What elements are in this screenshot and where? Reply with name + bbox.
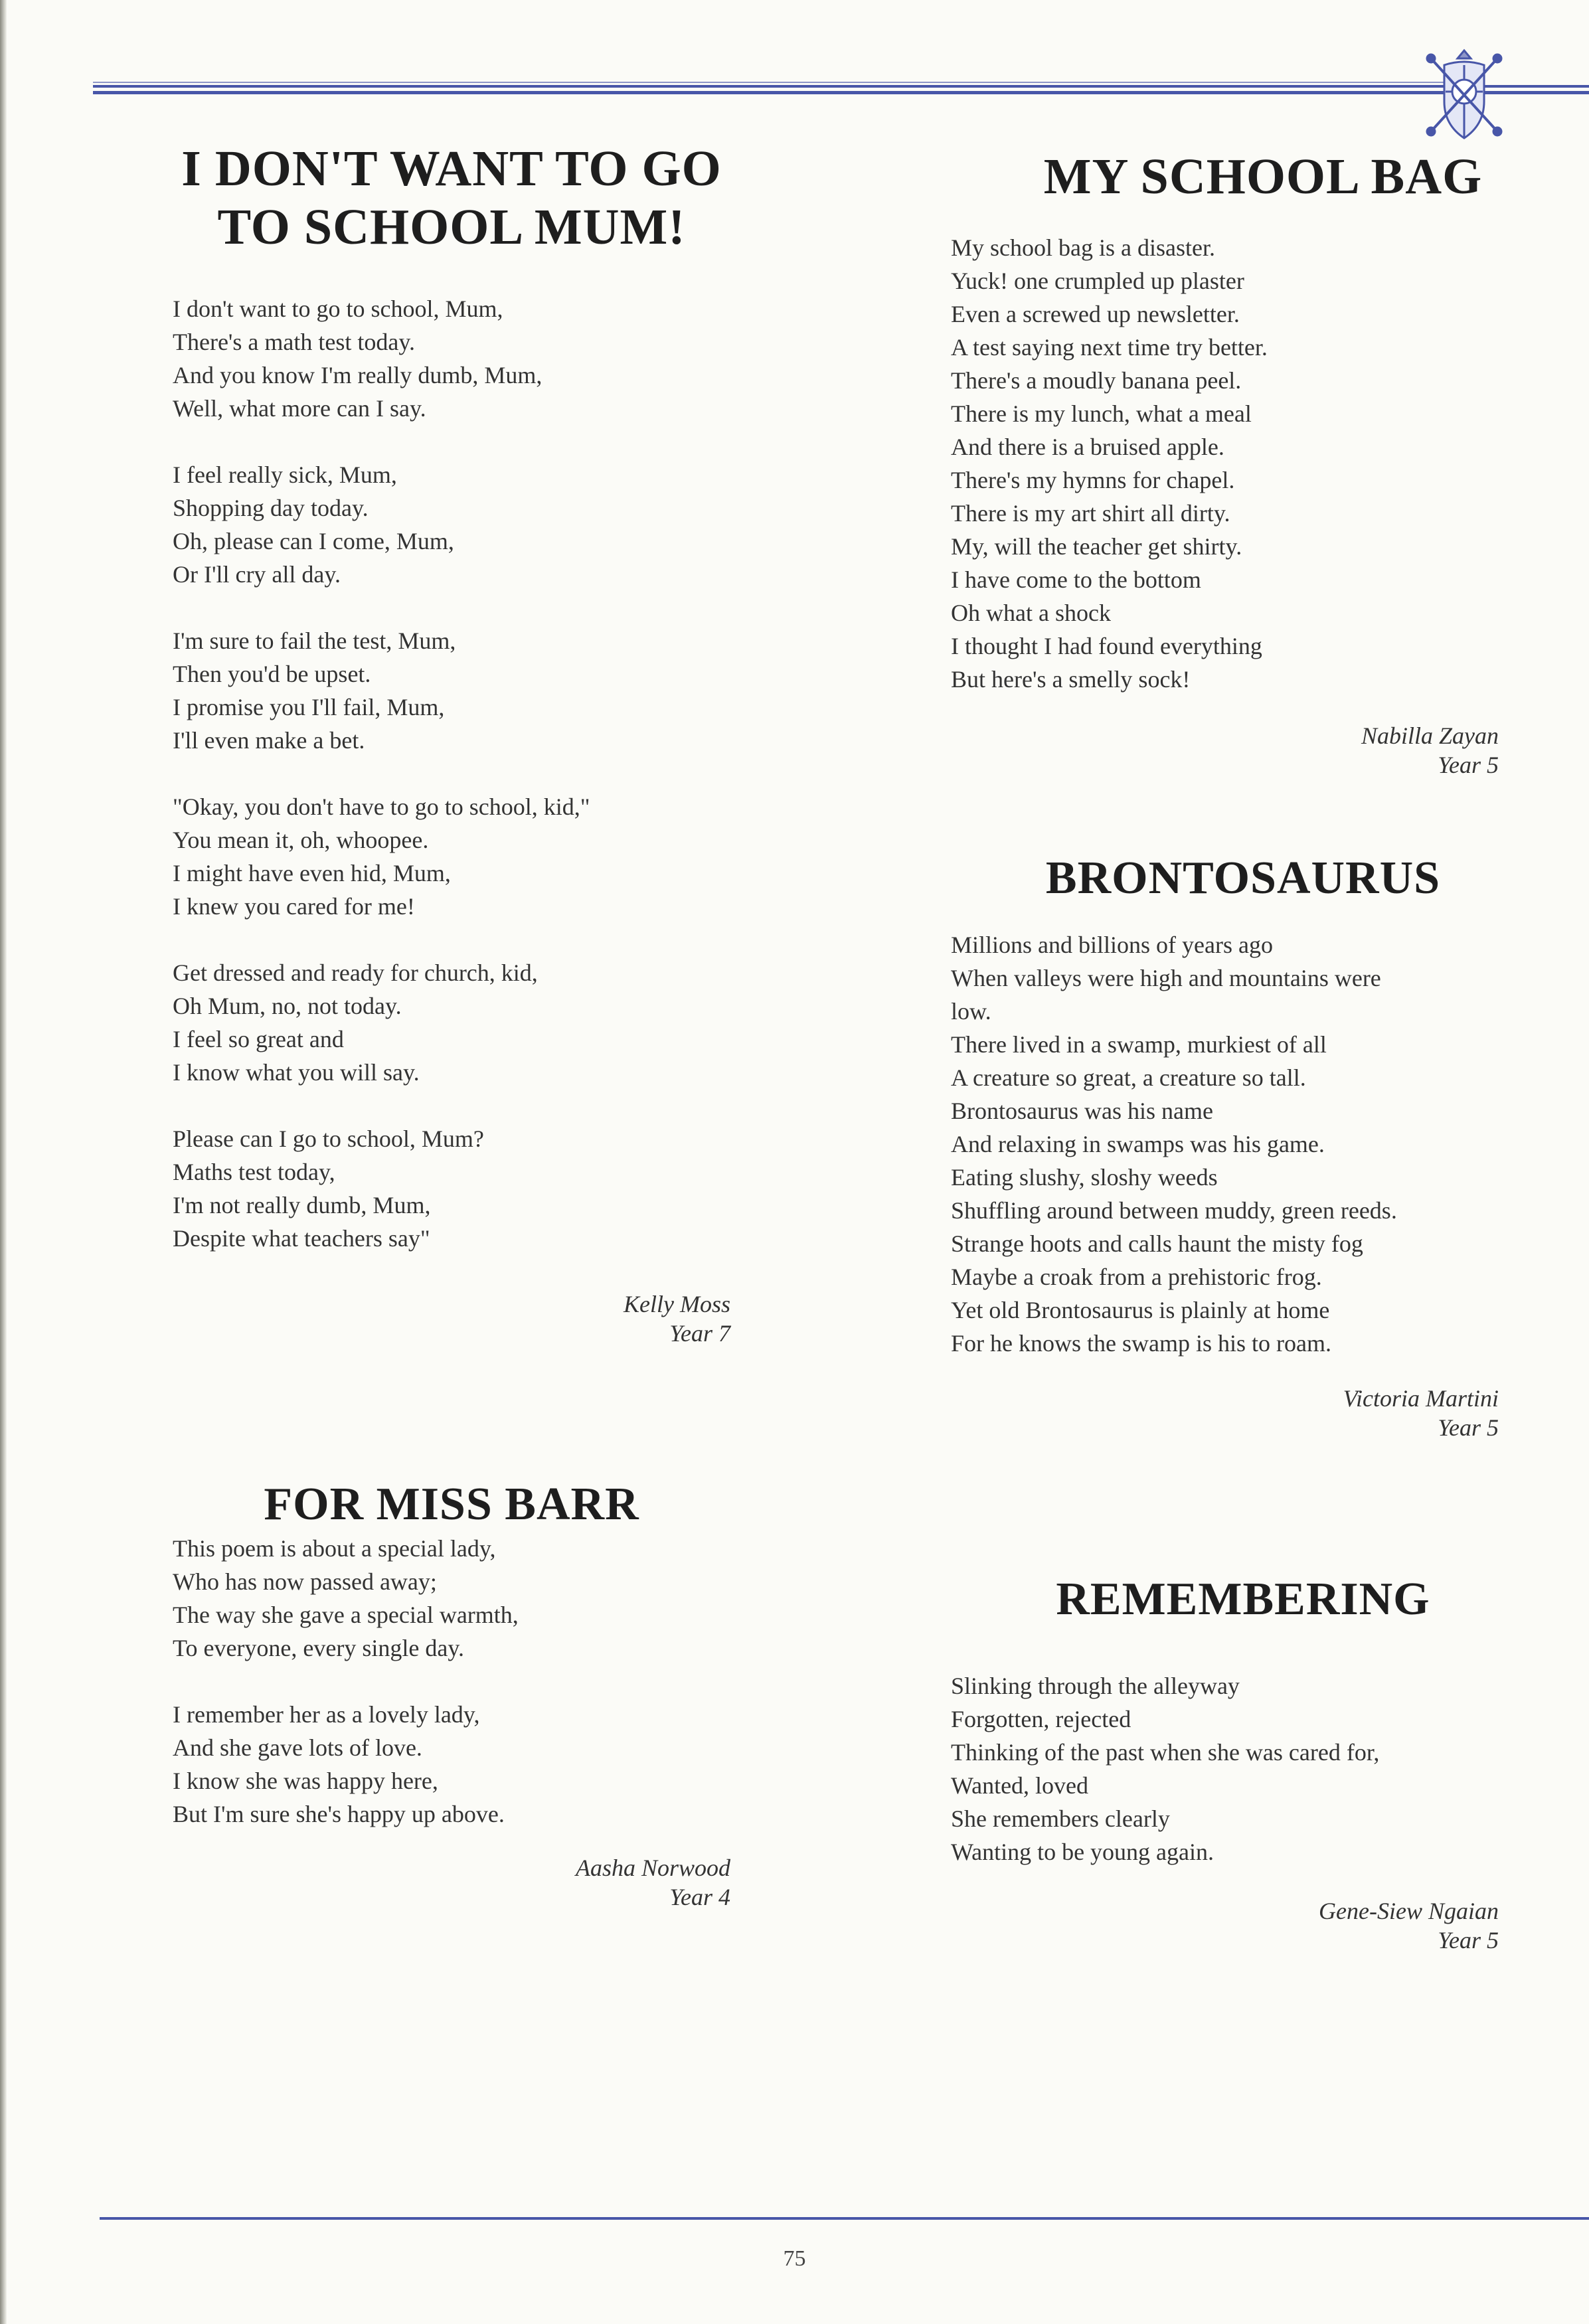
poem-line: I remember her as a lovely lady, [173,1701,480,1728]
poem-line: I thought I had found everything [951,633,1262,659]
poem-line: I might have even hid, Mum, [173,860,451,886]
poem-line: I know she was happy here, [173,1768,438,1794]
poem-line: Slinking through the alleyway [951,1673,1240,1699]
poem-title [173,139,730,256]
poem-line: Strange hoots and calls haunt the misty fog [951,1230,1363,1257]
poem-line: Yuck! one crumpled up plaster [951,268,1244,294]
poem-line: Forgotten, rejected [951,1706,1131,1732]
poem-body [951,231,1535,696]
author-name: Nabilla Zayan [1361,722,1499,749]
poem-author [951,1896,1535,1955]
poem-line: But here's a smelly sock! [951,666,1191,693]
poem-title: FOR MISS BARR [264,1479,639,1530]
author-name: Gene-Siew Ngaian [1319,1898,1499,1924]
poem-line: low. [951,998,991,1025]
poem-line: Despite what teachers say" [173,1225,430,1252]
poem-line: I'll even make a bet. [173,727,365,754]
top-rule-thin [93,82,1454,83]
poem-author [951,721,1535,780]
poem-line: There's a moudly banana peel. [951,367,1242,394]
poem-line: There is my art shirt all dirty. [951,500,1230,527]
poem-line: When valleys were high and mountains were [951,965,1381,991]
poem-title: REMEMBERING [1056,1574,1430,1625]
poem-line: I feel so great and [173,1026,344,1052]
poem-title: BRONTOSAURUS [1045,853,1441,904]
poem-author [173,1853,730,1912]
poem-line: Wanting to be young again. [951,1839,1214,1865]
poem-body [173,292,730,1255]
poem-line: Who has now passed away; [173,1568,437,1595]
poem-line: For he knows the swamp is his to roam. [951,1330,1331,1357]
poem-line: A creature so great, a creature so tall. [951,1064,1306,1091]
poem-line: There's a math test today. [173,329,416,355]
poem-author [951,1384,1535,1442]
author-name: Kelly Moss [624,1291,730,1317]
poem-title-line: TO SCHOOL MUM! [217,199,686,255]
stanza [951,231,1535,696]
top-rule [93,85,1589,94]
poem-body [173,1532,730,1831]
poem-for-miss-barr [173,1477,730,1912]
poem-line: I'm not really dumb, Mum, [173,1192,431,1218]
bottom-rule [100,2217,1589,2220]
stanza [173,1532,730,1665]
poem-line: I have come to the bottom [951,566,1201,593]
poem-author [173,1289,730,1348]
poem-line: My, will the teacher get shirty. [951,533,1242,560]
poem-line: My school bag is a disaster. [951,234,1215,261]
poem-line: I don't want to go to school, Mum, [173,295,503,322]
poem-line: She remembers clearly [951,1805,1170,1832]
poem-line: Oh Mum, no, not today. [173,993,402,1019]
poem-line: Or I'll cry all day. [173,561,341,588]
poem-line: Shuffling around between muddy, green reeds. [951,1197,1397,1224]
poem-line: There is my lunch, what a meal [951,400,1252,427]
poem-line: Brontosaurus was his name [951,1098,1213,1124]
poem-line: Yet old Brontosaurus is plainly at home [951,1297,1330,1323]
poem-line: To everyone, every single day. [173,1635,464,1661]
stanza [173,458,730,591]
poem-line: I'm sure to fail the test, Mum, [173,627,456,654]
poem-line: Please can I go to school, Mum? [173,1125,484,1152]
poem-line: Even a screwed up newsletter. [951,301,1240,327]
poem-line: I knew you cared for me! [173,893,415,920]
author-year: Year 7 [669,1320,730,1347]
poem-line: You mean it, oh, whoopee. [173,827,429,853]
stanza [173,956,730,1089]
poem-line: This poem is about a special lady, [173,1535,496,1562]
poem-line: And there is a bruised apple. [951,434,1224,460]
poem-line: Then you'd be upset. [173,661,371,687]
poem-line: "Okay, you don't have to go to school, kid," [173,793,590,820]
poem-dont-want-to-go [173,139,730,1348]
poem-line: The way she gave a special warmth, [173,1602,519,1628]
stanza [173,624,730,757]
poem-body [951,928,1535,1360]
stanza [173,1122,730,1255]
poem-line: Maths test today, [173,1159,335,1185]
poem-line: A test saying next time try better. [951,334,1268,361]
author-year: Year 5 [1438,1927,1499,1953]
poem-line: I feel really sick, Mum, [173,461,397,488]
poem-remembering [951,1572,1535,1955]
author-name: Victoria Martini [1343,1385,1499,1412]
poem-line: And she gave lots of love. [173,1734,422,1761]
poem-body [951,1669,1535,1868]
poem-title: MY SCHOOL BAG [1043,149,1483,205]
poem-line: But I'm sure she's happy up above. [173,1801,505,1827]
page-number: 75 [783,2246,806,2271]
stanza [951,928,1535,1360]
poem-line: I promise you I'll fail, Mum, [173,694,445,720]
poem-line: I know what you will say. [173,1059,420,1086]
poem-line: Get dressed and ready for church, kid, [173,959,538,986]
poem-line: There's my hymns for chapel. [951,467,1235,493]
poem-my-school-bag [951,147,1535,780]
page-binding-edge [0,0,7,2324]
stanza [173,1698,730,1831]
poem-line: Oh, please can I come, Mum, [173,528,454,554]
poem-line: Millions and billions of years ago [951,932,1273,958]
poem-line: Maybe a croak from a prehistoric frog. [951,1264,1322,1290]
poem-line: And you know I'm really dumb, Mum, [173,362,543,388]
poem-line: Eating slushy, sloshy weeds [951,1164,1218,1191]
poem-line: Well, what more can I say. [173,395,426,422]
author-year: Year 4 [669,1884,730,1910]
poem-line: There lived in a swamp, murkiest of all [951,1031,1327,1058]
author-year: Year 5 [1438,1414,1499,1441]
author-name: Aasha Norwood [575,1855,730,1881]
poem-line: And relaxing in swamps was his game. [951,1131,1325,1157]
stanza [951,1669,1535,1868]
poem-line: Thinking of the past when she was cared for, [951,1739,1380,1766]
poem-line: Shopping day today. [173,495,369,521]
author-year: Year 5 [1438,752,1499,778]
poem-line: Wanted, loved [951,1772,1089,1799]
poem-title-line: I DON'T WANT TO GO [181,141,722,197]
stanza [173,790,730,923]
school-crest-icon [1418,39,1511,151]
poem-line: Oh what a shock [951,600,1111,626]
stanza [173,292,730,425]
poem-brontosaurus [951,851,1535,1442]
